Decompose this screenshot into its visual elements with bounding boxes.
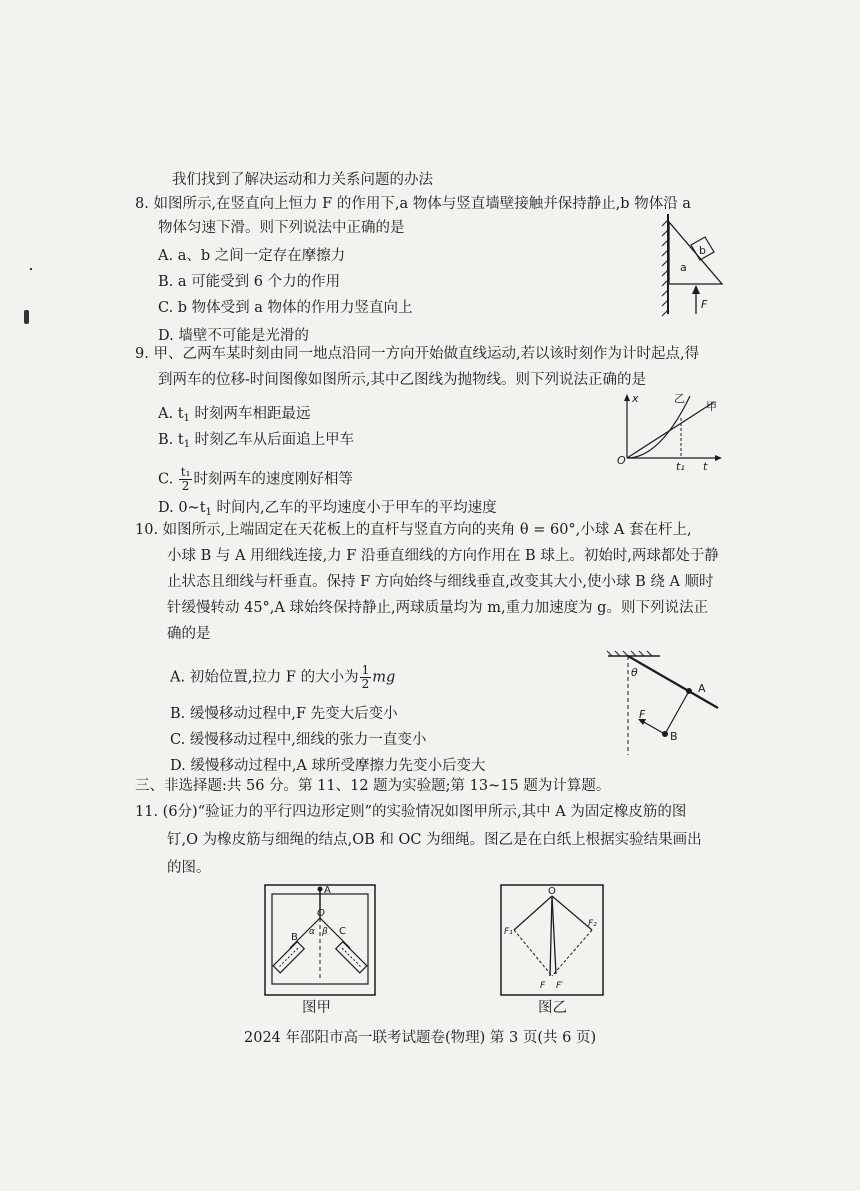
- q11-stem-line2: 钉,O 为橡皮筋与细绳的结点,OB 和 OC 为细绳。图乙是在白纸上根据实验结果画出: [167, 832, 702, 848]
- q8-figure: [652, 210, 732, 320]
- q8-option-d: D. 墙壁不可能是光滑的: [158, 328, 309, 344]
- q8-option-a: A. a、b 之间一定存在摩擦力: [158, 248, 346, 264]
- scan-mark: [30, 268, 32, 270]
- q10-label-A: A: [698, 682, 706, 695]
- q9-option-a: A. $t_1$ 时刻两车相距最远: [158, 406, 311, 424]
- q11-jia-label-alpha: α: [309, 927, 315, 937]
- q8-label-F: F: [701, 298, 708, 311]
- q9-curve-yi-label: 乙: [674, 392, 685, 405]
- q9-t1-label: t₁: [676, 460, 685, 473]
- q10-stem-line3: 止状态且细线与杆垂直。保持 F 方向始终与细线垂直,改变其大小,使小球 B 绕 A 顺时: [167, 574, 714, 590]
- q8-label-a: a: [680, 261, 687, 274]
- section-3-heading: 三、非选择题:共 56 分。第 11、12 题为实验题;第 13~15 题为计算题。: [135, 778, 611, 794]
- q9-stem-line1: 9. 甲、乙两车某时刻由同一地点沿同一方向开始做直线运动,若以该时刻作为计时起点,得: [135, 346, 700, 362]
- q9-line-jia-label: 甲: [706, 400, 717, 413]
- q10-stem-line5: 确的是: [167, 626, 211, 642]
- q11-caption-yi: 图乙: [538, 1000, 567, 1016]
- q11-stem-line3: 的图。: [167, 860, 211, 876]
- q9-origin: O: [617, 454, 626, 467]
- q11-jia-label-C: C: [339, 926, 346, 937]
- q10-option-d: D. 缓慢移动过程中,A 球所受摩擦力先变小后变大: [170, 758, 486, 774]
- q10-theta: θ: [631, 666, 638, 679]
- q8-option-c: C. b 物体受到 a 物体的作用力竖直向上: [158, 300, 413, 316]
- q8-option-b: B. a 可能受到 6 个力的作用: [158, 274, 341, 290]
- q11-yi-label-F: F: [540, 981, 546, 991]
- q10-option-a: A. 初始位置,拉力 F 的大小为 $\frac{1}{2}$ mg: [170, 663, 396, 691]
- q11-jia-label-beta: β: [322, 927, 328, 937]
- q10-stem-line4: 针缓慢转动 45°,A 球始终保持静止,两球质量均为 m,重力加速度为 g。则下列说法正: [167, 600, 708, 616]
- q9-axis-t: t: [703, 460, 708, 473]
- q11-figure-jia: [264, 884, 376, 996]
- q10-label-F: F: [639, 708, 646, 721]
- q9-xt-graph: [612, 390, 728, 474]
- q8-stem-line1: 8. 如图所示,在竖直向上恒力 F 的作用下,a 物体与竖直墙壁接触并保持静止,b 物体沿 a: [135, 196, 691, 212]
- q9-stem-line2: 到两车的位移-时间图像如图所示,其中乙图线为抛物线。则下列说法正确的是: [158, 372, 647, 388]
- q11-yi-label-Fprime: F′: [556, 981, 564, 991]
- q11-yi-label-F1: F₁: [504, 927, 513, 937]
- q11-caption-jia: 图甲: [302, 1000, 331, 1016]
- q9-axis-x: x: [632, 392, 639, 405]
- q10-stem-line1: 10. 如图所示,上端固定在天花板上的直杆与竖直方向的夹角 θ = 60°,小球 A 套在杆上,: [135, 522, 692, 538]
- q9-option-b: B. $t_1$ 时刻乙车从后面追上甲车: [158, 432, 355, 450]
- page-footer: 2024 年邵阳市高一联考试题卷(物理) 第 3 页(共 6 页): [244, 1030, 597, 1046]
- q11-yi-label-O: O: [548, 886, 556, 897]
- q8-label-b: b: [699, 244, 706, 257]
- scan-mark: [24, 310, 29, 324]
- q10-figure: [600, 650, 724, 760]
- intro-line: 我们找到了解决运动和力关系问题的办法: [172, 172, 433, 188]
- q8-stem-line2: 物体匀速下滑。则下列说法中正确的是: [158, 220, 405, 236]
- q11-stem-line1: 11. (6分)“验证力的平行四边形定则”的实验情况如图甲所示,其中 A 为固定橡皮筋的图: [135, 804, 687, 820]
- q11-jia-label-O: O: [317, 908, 325, 919]
- q11-jia-label-A: A: [324, 885, 331, 896]
- q11-yi-label-F2: F₂: [588, 919, 597, 929]
- q10-option-c: C. 缓慢移动过程中,细线的张力一直变小: [170, 732, 427, 748]
- q9-option-c: C. $\frac{\text{t₁}}{2}$ 时刻两车的速度刚好相等: [158, 465, 353, 493]
- q11-jia-label-B: B: [291, 932, 298, 943]
- q10-stem-line2: 小球 B 与 A 用细线连接,力 F 沿垂直细线的方向作用在 B 球上。初始时,两球都处于静: [167, 548, 719, 564]
- q10-label-B: B: [670, 730, 678, 743]
- q9-option-d: D. $0\sim t_1$ 时间内,乙车的平均速度小于甲车的平均速度: [158, 500, 497, 518]
- q11-figure-yi: [500, 884, 604, 996]
- q10-option-b: B. 缓慢移动过程中,F 先变大后变小: [170, 706, 398, 722]
